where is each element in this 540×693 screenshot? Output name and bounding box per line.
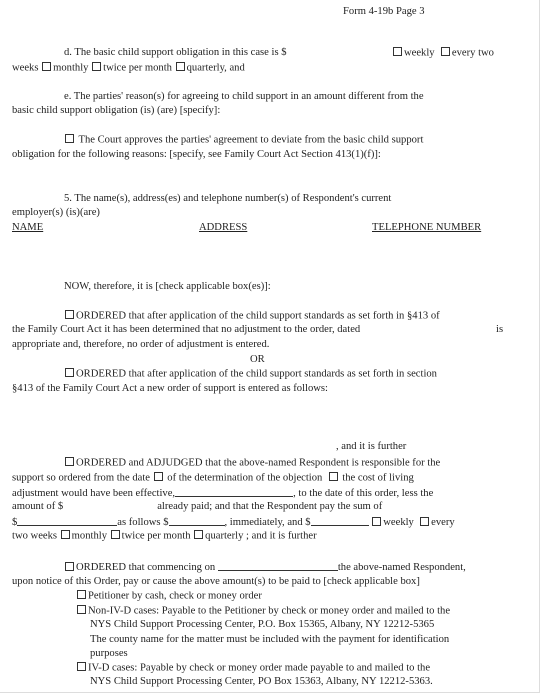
weekly-label: weekly: [404, 47, 435, 59]
monthly-label: monthly: [53, 62, 89, 74]
commencing-label: ORDERED that commencing on: [76, 562, 216, 573]
item-d-line1: [64, 47, 287, 59]
adjudged-line6: [12, 530, 317, 543]
twice-checkbox[interactable]: [92, 62, 101, 71]
adjudged-line5: [12, 516, 455, 529]
quarterly-checkbox[interactable]: [176, 62, 185, 71]
date-checkbox[interactable]: [154, 472, 163, 481]
opt-non-ivd-checkbox[interactable]: [77, 605, 86, 614]
cost-living-checkbox[interactable]: [329, 472, 338, 481]
adj-weekly-checkbox[interactable]: [372, 517, 381, 526]
already-paid-label: already paid; and that the Respondent pay the sum of: [157, 501, 383, 512]
adj-monthly-label: monthly: [71, 530, 107, 542]
ordered1-line2b: is: [496, 324, 504, 335]
deviate-text: The Court approves the parties' agreement to deviate from the basic child support: [78, 134, 424, 146]
commencing-line2: upon notice of this Order, pay or cause the above amount(s) to be paid to [check applicable box]: [12, 576, 420, 587]
sum-field[interactable]: [17, 516, 117, 526]
item5-line2: employer(s) (is)(are): [12, 207, 100, 218]
respondent-label: the above-named Respondent,: [337, 562, 466, 573]
immediately-label: , immediately, and $: [224, 517, 311, 528]
ordered2-line2: §413 of the Family Court Act a new order of support is entered as follows:: [12, 383, 328, 394]
every-two-label: every two: [451, 47, 494, 59]
periodic-amount-field[interactable]: [311, 516, 369, 526]
less-label: , to the date of this order, less the: [293, 488, 434, 499]
or-divider: OR: [250, 354, 265, 365]
item5-line1: 5. The name(s), address(es) and telephone number(s) of Respondent's current: [64, 193, 392, 204]
ordered1-line3: appropriate and, therefore, no order of adjustment is entered.: [12, 339, 270, 350]
commencing-line1: [64, 561, 466, 574]
adjudged-line4: [12, 501, 382, 513]
adj-quarterly-label: quarterly ; and it is further: [205, 530, 317, 542]
ordered1-line1: [64, 310, 440, 323]
adjudged-line3: [12, 487, 433, 500]
ordered1-line2a: the Family Court Act it has been determined that no adjustment to the order, dated: [12, 324, 361, 335]
commencing-date-field[interactable]: [218, 561, 338, 571]
col-telephone: TELEPHONE NUMBER: [372, 222, 482, 233]
adjustment-date-field[interactable]: [175, 487, 293, 497]
adjudged-checkbox[interactable]: [65, 457, 74, 466]
as-follows-label: as follows $: [117, 517, 169, 528]
opt-ivd-checkbox[interactable]: [77, 662, 86, 671]
opt-non-ivd: [76, 605, 450, 618]
immediate-amount-field[interactable]: [169, 516, 225, 526]
deviate-line1: [64, 134, 423, 147]
cost-living-label: the cost of living: [342, 472, 414, 484]
adj-every-checkbox[interactable]: [420, 517, 429, 526]
adj-every-label: every: [431, 517, 455, 528]
opt-ivd-line2: NYS Child Support Processing Center, PO Box 15363, Albany, NY 12212-5363.: [90, 676, 433, 687]
now-therefore: NOW, therefore, it is [check applicable box(es)]:: [64, 281, 271, 292]
every-two-checkbox[interactable]: [441, 47, 450, 56]
ordered2-checkbox[interactable]: [65, 368, 74, 377]
ordered1-text: ORDERED that after application of the child support standards as set forth in §413 of: [76, 310, 440, 322]
weeks-label: weeks: [12, 62, 39, 74]
adj-monthly-checkbox[interactable]: [61, 530, 70, 539]
opt-cash-checkbox[interactable]: [77, 590, 86, 599]
opt-non-ivd-line4: purposes: [90, 648, 128, 659]
adjudged-date-label: support so ordered from the date: [12, 472, 150, 484]
adjudged-text: ORDERED and ADJUDGED that the above-named Respondent is responsible for the: [76, 457, 441, 469]
adjudged-line2: [12, 472, 414, 485]
adj-weekly-label: weekly: [383, 517, 414, 528]
item-e-line1: e. The parties' reason(s) for agreeing to child support in an amount different from the: [64, 91, 424, 102]
deviate-line2: obligation for the following reasons: [specify, see Family Court Act Section 413(1)(f)]:: [12, 149, 381, 160]
amount-label: amount of $: [12, 501, 64, 512]
adj-twice-label: twice per month: [121, 530, 191, 542]
deviate-checkbox[interactable]: [65, 134, 74, 143]
ordered2-text: ORDERED that after application of the child support standards as set forth in section: [76, 368, 437, 380]
form-page-header: Form 4-19b Page 3: [343, 6, 425, 17]
adjustment-label: adjustment would have been effective,: [12, 488, 176, 499]
col-address: ADDRESS: [199, 222, 248, 233]
opt-cash-label: Petitioner by cash, check or money order: [88, 590, 262, 602]
monthly-checkbox[interactable]: [42, 62, 51, 71]
item-d-text: d. The basic child support obligation in this case is $: [64, 47, 287, 58]
twice-label: twice per month: [103, 62, 172, 74]
item-d-line2: [12, 62, 245, 75]
adj-twice-checkbox[interactable]: [111, 530, 120, 539]
commencing-checkbox[interactable]: [65, 562, 74, 571]
opt-ivd: [76, 662, 430, 675]
item-e-line2: basic child support obligation (is) (are) [specify]:: [12, 105, 221, 116]
opt-cash: [76, 590, 262, 603]
opt-non-ivd-line3: The county name for the matter must be included with the payment for identification: [90, 634, 450, 645]
adj-quarterly-checkbox[interactable]: [194, 530, 203, 539]
weekly-checkbox[interactable]: [393, 47, 402, 56]
adj-two-weeks-label: two weeks: [12, 530, 58, 542]
opt-non-ivd-label: Non-IV-D cases: Payable to the Petitioner by check or money order and mailed to the: [88, 605, 451, 617]
and-it-is-further: , and it is further: [336, 441, 407, 452]
col-name: NAME: [12, 222, 44, 233]
objection-label: of the determination of the objection: [167, 472, 323, 484]
adjudged-line1: [64, 457, 440, 470]
item-d-freq: [392, 47, 494, 60]
opt-ivd-label: IV-D cases: Payable by check or money order made payable to and mailed to the: [88, 662, 431, 674]
dollar-label: $: [12, 517, 18, 528]
ordered1-checkbox[interactable]: [65, 310, 74, 319]
quarterly-label: quarterly, and: [186, 62, 245, 74]
ordered2-line1: [64, 368, 437, 381]
opt-non-ivd-line2: NYS Child Support Processing Center, P.O. Box 15365, Albany, NY 12212-5365: [90, 619, 435, 630]
